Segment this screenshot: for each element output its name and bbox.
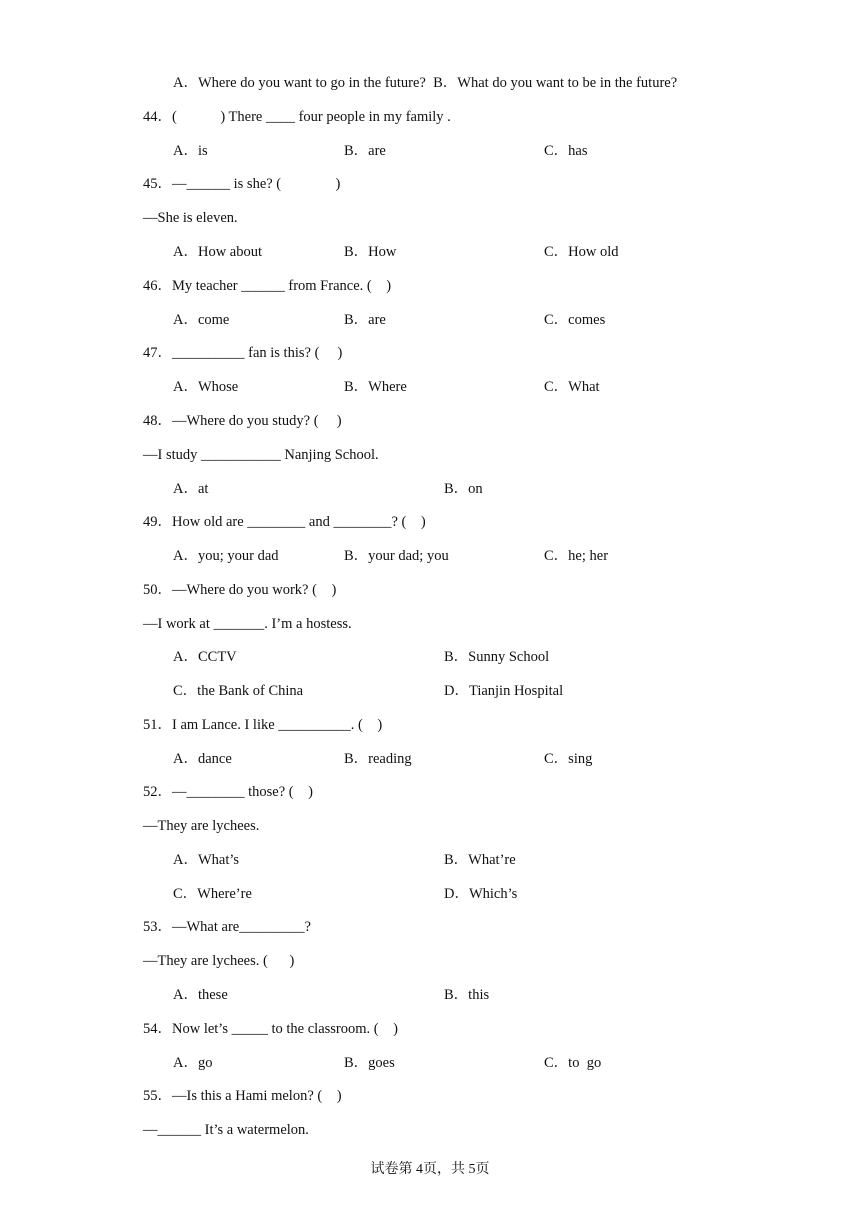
question-50: 50．—Where do you work? ( ) [143,582,337,598]
option-d: D．Which’s [444,886,518,902]
option-b: B．What’re [444,852,516,868]
option-b: B．reading [344,751,412,767]
option-b: B．on [444,481,483,497]
dialogue-line: —______ It’s a watermelon. [143,1122,309,1138]
option-a: A．at [173,481,209,497]
page-footer: 试卷第 4页，共 5页 [370,1162,490,1177]
option-a: A．go [173,1055,213,1071]
question-48: 48．—Where do you study? ( ) [143,413,342,429]
question-52: 52．—________ those? ( ) [143,784,313,800]
option-b: B．your dad; you [344,548,449,564]
question-55: 55．—Is this a Hami melon? ( ) [143,1088,342,1104]
dialogue-line: —I work at _______. I’m a hostess. [143,616,352,632]
question-46: 46．My teacher ______ from France. ( ) [143,278,392,294]
dialogue-line: —She is eleven. [143,210,238,226]
question-51: 51．I am Lance. I like __________. ( ) [143,717,383,733]
question-44: 44．( ) There ____ four people in my family . [143,109,451,125]
option-b: B．goes [344,1055,395,1071]
option-c: C．comes [544,312,606,328]
question-49: 49．How old are ________ and ________? ( ) [143,514,426,530]
option-d: D．Tianjin Hospital [444,683,564,699]
option-a: A．Whose [173,379,239,395]
option-a: A．dance [173,751,232,767]
option-c: C．Where’re [173,886,252,902]
dialogue-line: —They are lychees. ( ) [143,953,295,969]
option-c: C．has [544,143,588,159]
option-c: C．How old [544,244,619,260]
option-a: A．CCTV [173,649,237,665]
option-b: B．Where [344,379,407,395]
question-47: 47．__________ fan is this? ( ) [143,345,343,361]
option-line: A．Where do you want to go in the future? B．What do you want to be in the future? [173,75,678,91]
option-c: C．sing [544,751,593,767]
option-a: A．these [173,987,228,1003]
option-c: C．the Bank of China [173,683,304,699]
option-c: C．he; her [544,548,609,564]
option-b: B．this [444,987,490,1003]
option-b: B．are [344,143,386,159]
option-a: A．you; your dad [173,548,279,564]
option-b: B．are [344,312,386,328]
option-b: B．Sunny School [444,649,550,665]
option-c: C．What [544,379,600,395]
question-54: 54．Now let’s _____ to the classroom. ( ) [143,1021,398,1037]
option-a: A．How about [173,244,263,260]
option-a: A．is [173,143,208,159]
option-b: B．How [344,244,397,260]
question-53: 53．—What are_________? [143,919,311,935]
dialogue-line: —They are lychees. [143,818,260,834]
option-c: C．to go [544,1055,602,1071]
option-a: A．come [173,312,230,328]
option-a: A．What’s [173,852,240,868]
question-45: 45．—______ is she? ( ) [143,176,341,192]
dialogue-line: —I study ___________ Nanjing School. [143,447,379,463]
